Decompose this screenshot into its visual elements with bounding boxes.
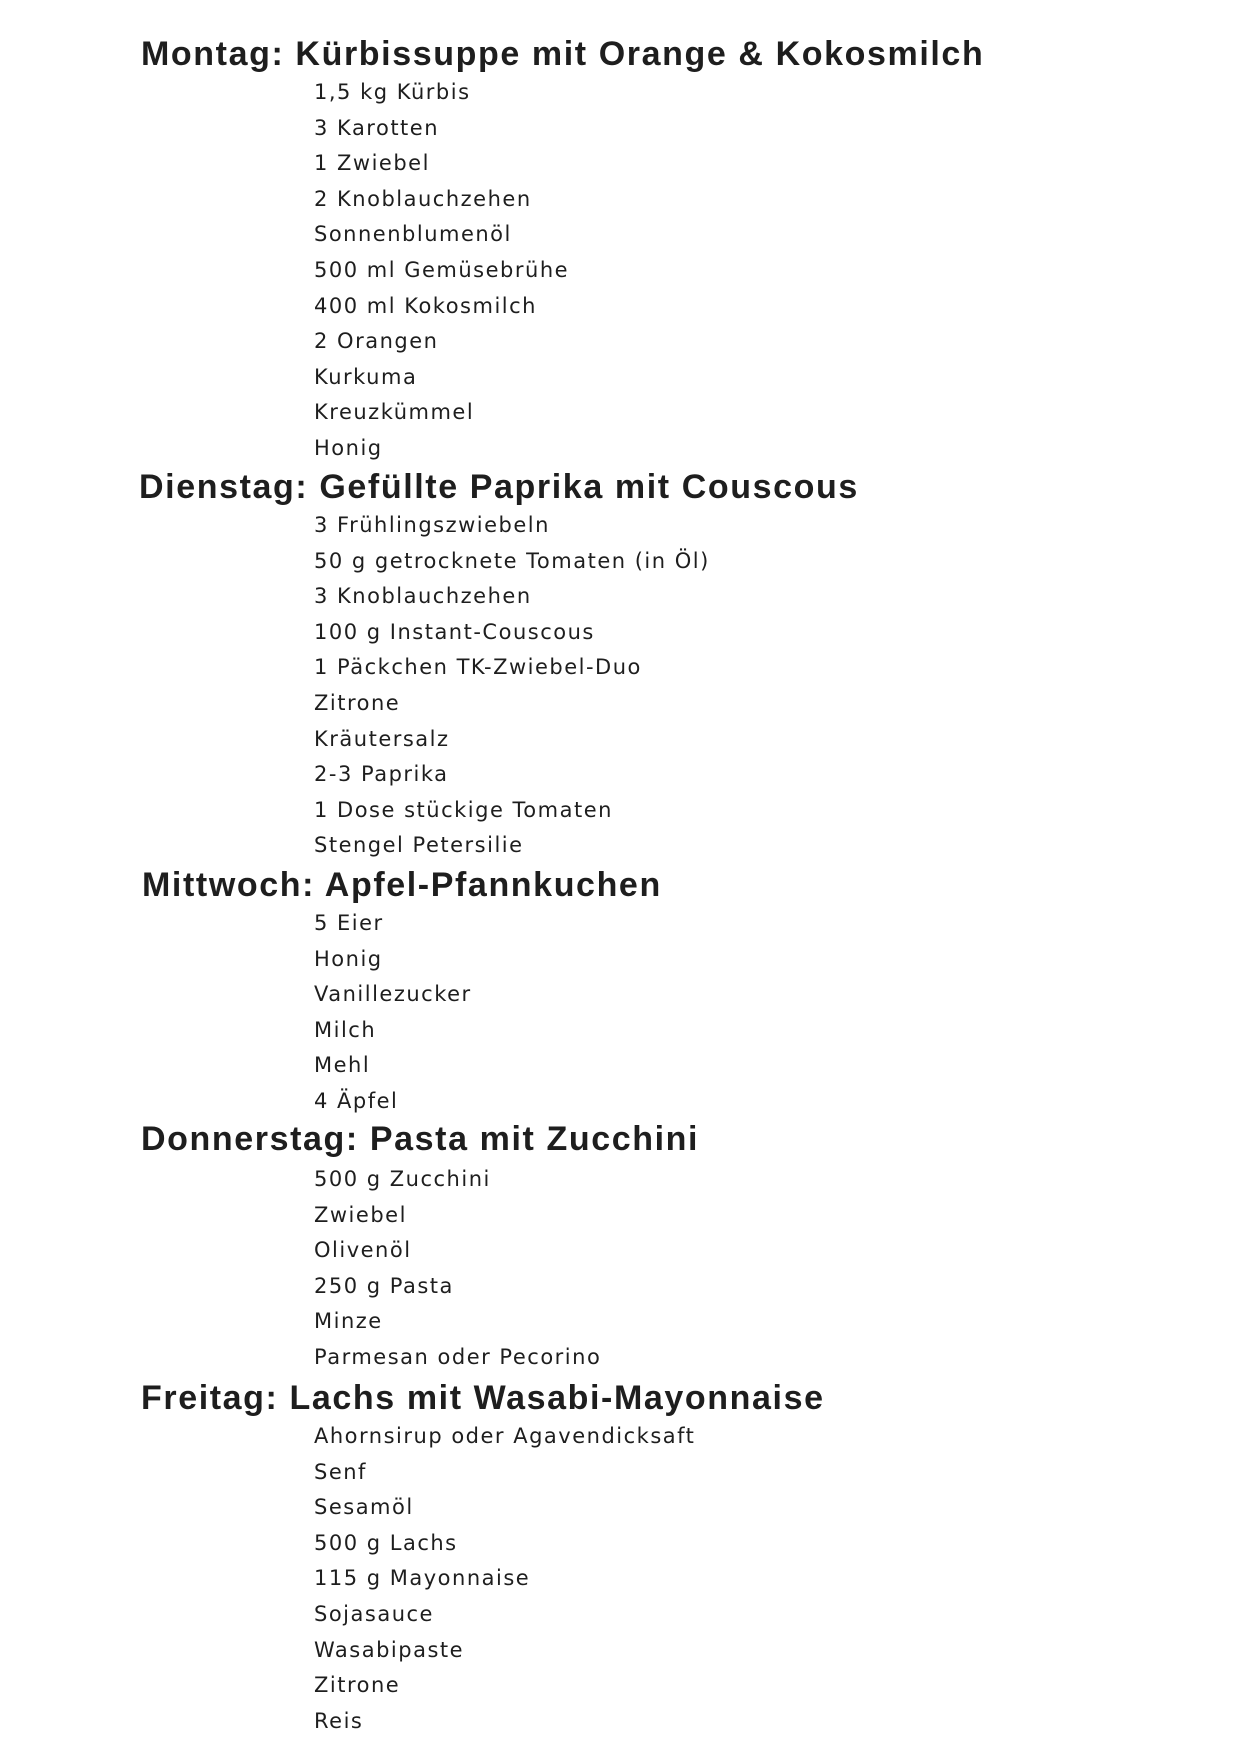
- ingredient-item: Sesamöl: [314, 1495, 414, 1520]
- ingredient-item: Kräutersalz: [314, 726, 450, 751]
- ingredient-item: 500 g Zucchini: [314, 1167, 491, 1191]
- ingredient-list-mittwoch: [314, 906, 472, 1120]
- ingredient-item: Stengel Petersilie: [314, 833, 524, 858]
- ingredient-item: 3 Knoblauchzehen: [314, 584, 532, 609]
- ingredient-item: 2-3 Paprika: [314, 762, 449, 787]
- day-heading-donnerstag: Donnerstag: Pasta mit Zucchini: [141, 1120, 700, 1158]
- ingredient-item: 1,5 kg Kürbis: [314, 80, 471, 104]
- ingredient-item: Senf: [314, 1459, 367, 1484]
- ingredient-item: 100 g Instant-Couscous: [314, 619, 595, 644]
- day-heading-mittwoch: Mittwoch: Apfel-Pfannkuchen: [142, 866, 662, 904]
- ingredient-item: Parmesan oder Pecorino: [314, 1344, 602, 1369]
- ingredient-item: 2 Knoblauchzehen: [314, 186, 532, 211]
- ingredient-list-donnerstag: [314, 1162, 601, 1376]
- ingredient-item: 500 ml Gemüsebrühe: [314, 257, 570, 282]
- ingredient-item: Zwiebel: [314, 1202, 407, 1227]
- ingredient-item: 3 Frühlingszwiebeln: [314, 513, 550, 537]
- ingredient-item: 3 Karotten: [314, 115, 440, 140]
- ingredient-item: 1 Päckchen TK-Zwiebel-Duo: [314, 655, 642, 680]
- ingredient-item: Olivenöl: [314, 1238, 412, 1263]
- ingredient-item: Sonnenblumenöl: [314, 222, 512, 247]
- ingredient-list-dienstag: [314, 508, 710, 864]
- ingredient-item: 1 Dose stückige Tomaten: [314, 797, 613, 822]
- ingredient-item: 5 Eier: [314, 911, 384, 935]
- ingredient-item: 4 Äpfel: [314, 1088, 399, 1113]
- day-heading-dienstag: Dienstag: Gefüllte Paprika mit Couscous: [139, 468, 859, 506]
- day-heading-freitag: Freitag: Lachs mit Wasabi-Mayonnaise: [141, 1379, 825, 1417]
- ingredient-item: 250 g Pasta: [314, 1273, 454, 1298]
- ingredient-item: Wasabipaste: [314, 1637, 465, 1662]
- ingredient-item: Zitrone: [314, 1673, 401, 1698]
- ingredient-item: Honig: [314, 435, 383, 460]
- ingredient-item: Milch: [314, 1017, 377, 1042]
- ingredient-item: Sojasauce: [314, 1601, 434, 1626]
- ingredient-item: 115 g Mayonnaise: [314, 1566, 531, 1591]
- ingredient-item: 50 g getrocknete Tomaten (in Öl): [314, 548, 710, 573]
- ingredient-item: 400 ml Kokosmilch: [314, 293, 537, 318]
- ingredient-list-montag: [314, 75, 569, 467]
- ingredient-item: Ahornsirup oder Agavendicksaft: [314, 1424, 696, 1448]
- ingredient-item: Kurkuma: [314, 364, 418, 389]
- ingredient-item: Zitrone: [314, 690, 401, 715]
- ingredient-item: Mehl: [314, 1053, 371, 1078]
- ingredient-item: 500 g Lachs: [314, 1530, 458, 1555]
- ingredient-item: Vanillezucker: [314, 982, 472, 1007]
- day-heading-montag: Montag: Kürbissuppe mit Orange & Kokosmilch: [141, 35, 985, 73]
- ingredient-item: 2 Orangen: [314, 329, 439, 354]
- ingredient-item: Honig: [314, 946, 383, 971]
- ingredient-item: Minze: [314, 1309, 383, 1334]
- ingredient-item: 1 Zwiebel: [314, 151, 430, 176]
- ingredient-list-freitag: [314, 1419, 695, 1739]
- ingredient-item: Kreuzkümmel: [314, 400, 475, 425]
- ingredient-item: Reis: [314, 1708, 364, 1733]
